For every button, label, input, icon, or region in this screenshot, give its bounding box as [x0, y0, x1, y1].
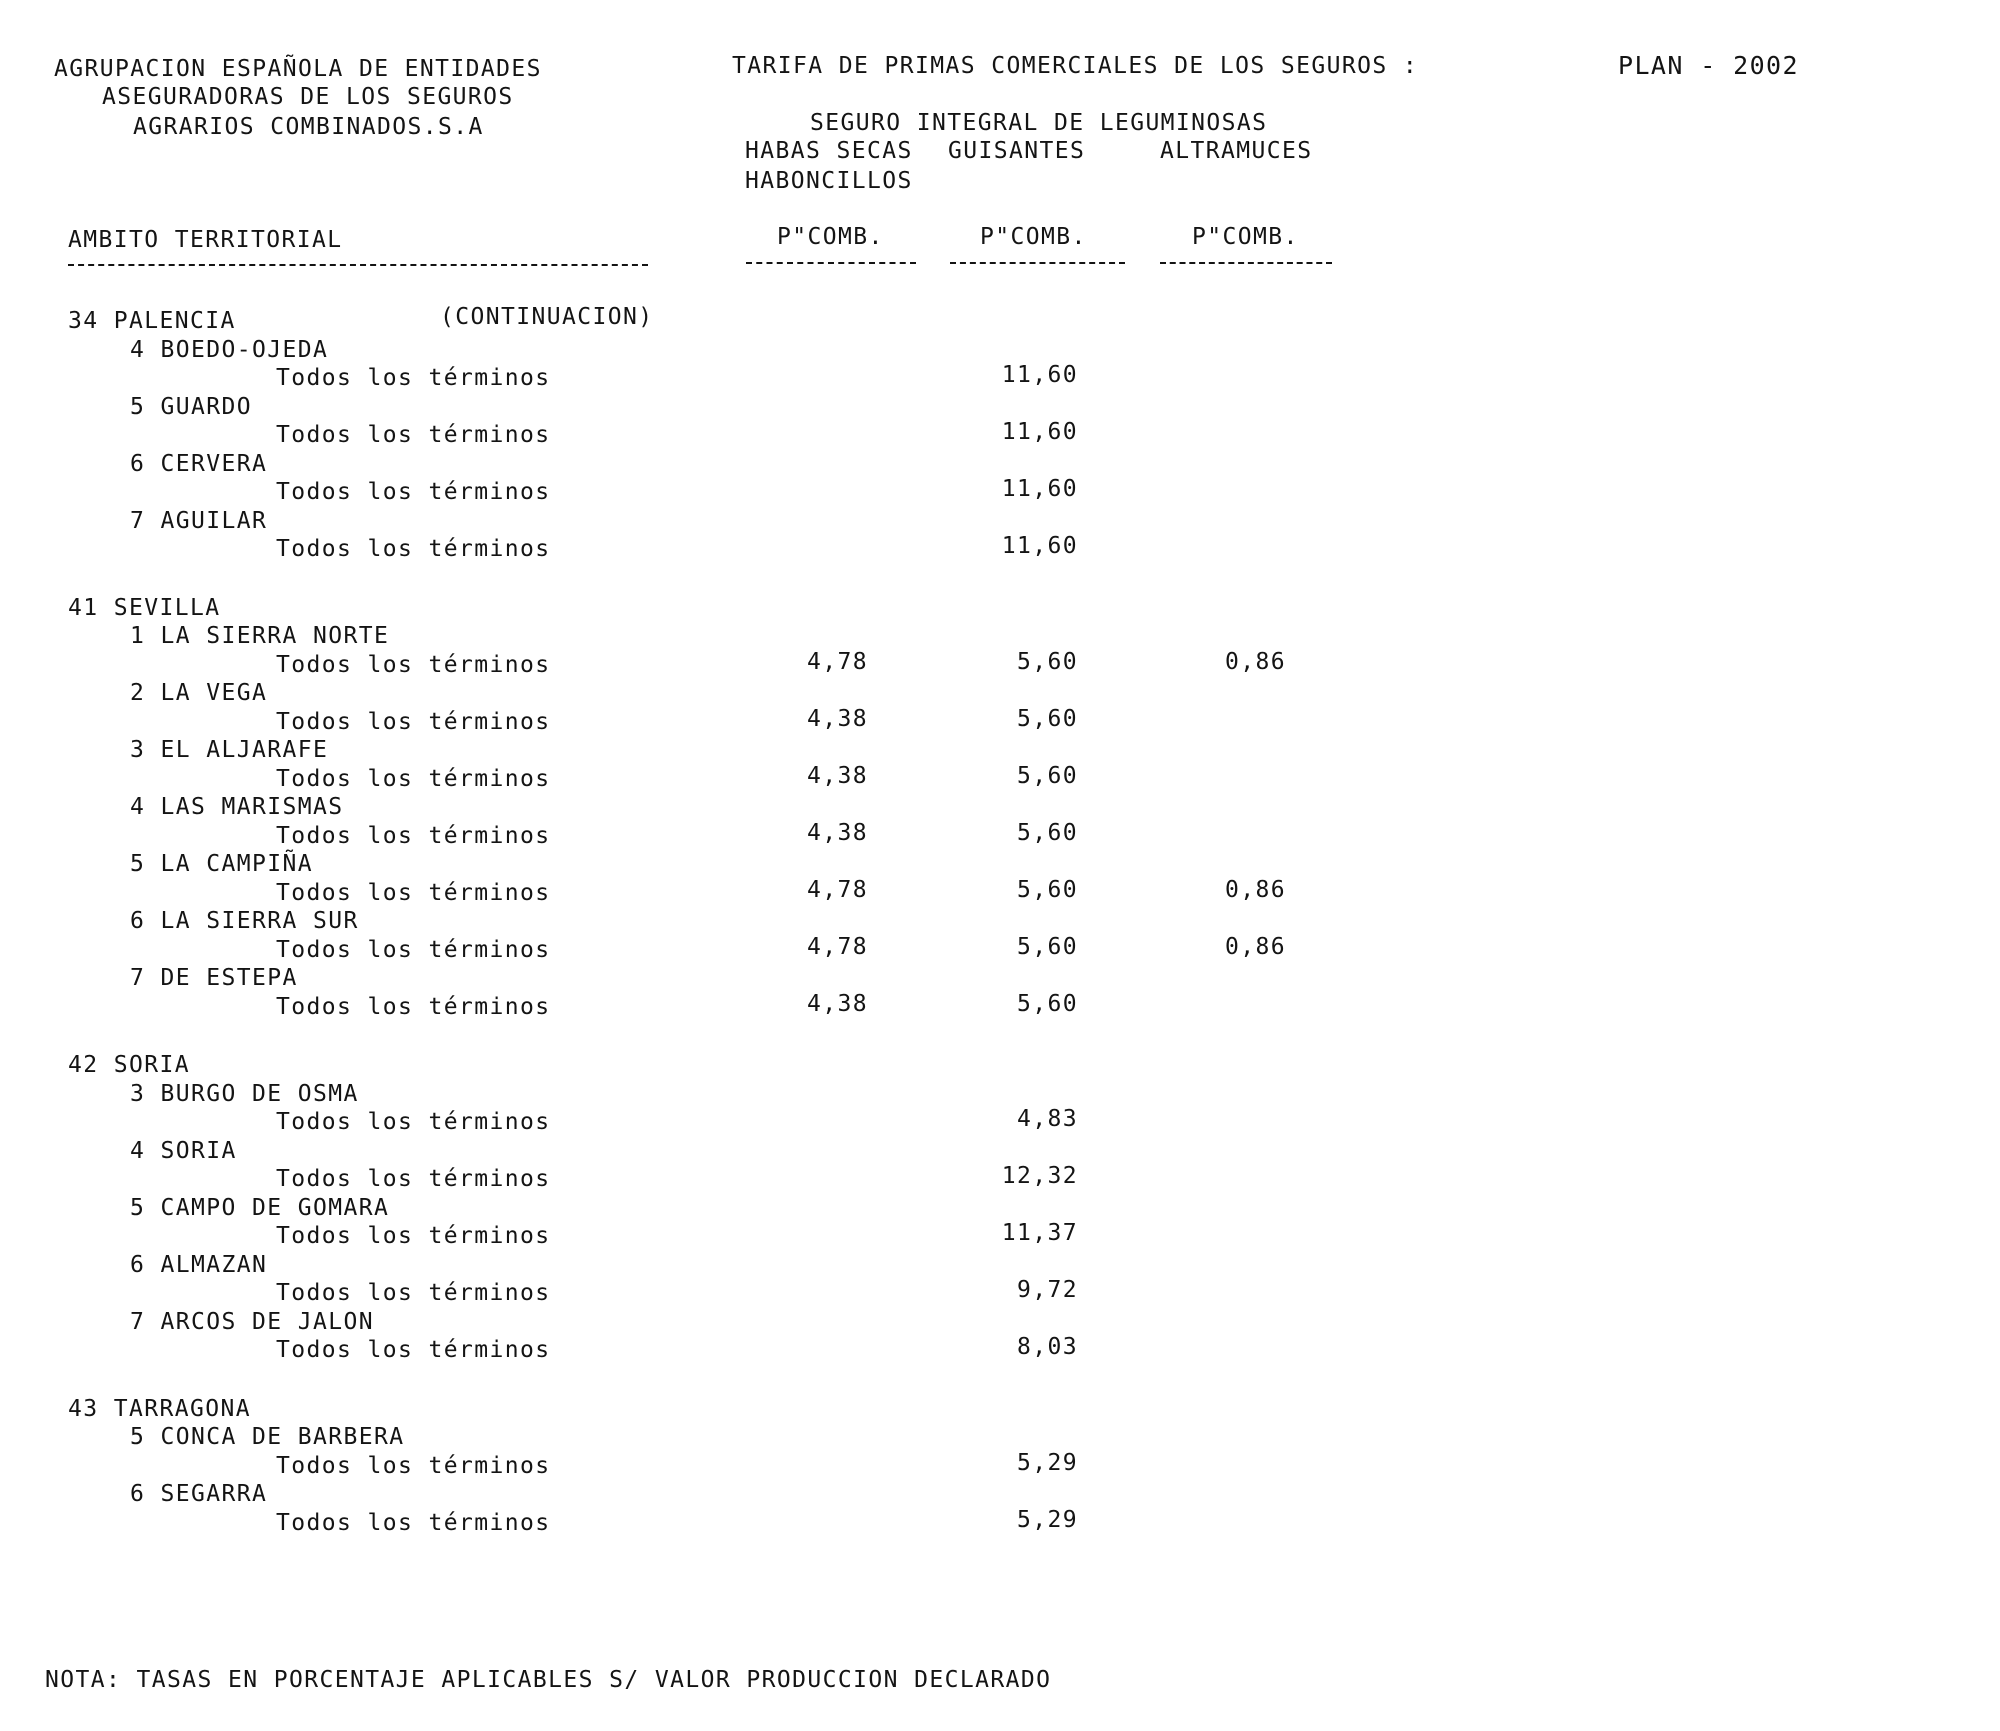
divider-altramuces [1160, 262, 1332, 264]
value-habas: 4,38 [807, 763, 868, 789]
terms-label: Todos los términos [276, 479, 551, 505]
terms-label: Todos los términos [276, 937, 551, 963]
province-name: 41 SEVILLA [68, 595, 221, 621]
province-note: (CONTINUACION) [440, 304, 654, 330]
plan-label: PLAN - 2002 [1618, 51, 1799, 80]
terms-label: Todos los términos [276, 1337, 551, 1363]
comarca-name: 7 AGUILAR [130, 508, 268, 534]
value-guisantes: 11,60 [1001, 476, 1078, 502]
terms-label: Todos los términos [276, 1109, 551, 1135]
value-guisantes: 11,37 [1001, 1220, 1078, 1246]
column-header-guisantes: P"COMB. [980, 224, 1087, 250]
comarca-name: 5 GUARDO [130, 394, 252, 420]
value-guisantes: 5,60 [1017, 820, 1078, 846]
comarca-name: 7 ARCOS DE JALON [130, 1309, 374, 1335]
column-header-ambito: AMBITO TERRITORIAL [68, 227, 343, 253]
terms-label: Todos los términos [276, 709, 551, 735]
comarca-name: 6 LA SIERRA SUR [130, 908, 359, 934]
org-line-2: ASEGURADORAS DE LOS SEGUROS [102, 84, 514, 110]
value-guisantes: 11,60 [1001, 533, 1078, 559]
province-name: 43 TARRAGONA [68, 1396, 251, 1422]
comarca-name: 1 LA SIERRA NORTE [130, 623, 390, 649]
terms-label: Todos los términos [276, 365, 551, 391]
value-guisantes: 12,32 [1001, 1163, 1078, 1189]
province-name: 34 PALENCIA [68, 308, 236, 334]
comarca-name: 4 BOEDO-OJEDA [130, 337, 329, 363]
value-habas: 4,78 [807, 934, 868, 960]
comarca-name: 3 BURGO DE OSMA [130, 1081, 359, 1107]
crop-habas: HABAS SECAS [745, 138, 913, 164]
terms-label: Todos los términos [276, 823, 551, 849]
crop-altramuces: ALTRAMUCES [1160, 138, 1313, 164]
terms-label: Todos los términos [276, 422, 551, 448]
crop-habas-line2: HABONCILLOS [745, 168, 913, 194]
footer-nota: NOTA: TASAS EN PORCENTAJE APLICABLES S/ VALOR PRODUCCION DECLARADO [45, 1667, 1052, 1693]
value-guisantes: 5,60 [1017, 649, 1078, 675]
value-guisantes: 5,60 [1017, 877, 1078, 903]
terms-label: Todos los términos [276, 766, 551, 792]
seguro-title: SEGURO INTEGRAL DE LEGUMINOSAS [810, 110, 1268, 136]
value-guisantes: 5,60 [1017, 991, 1078, 1017]
value-guisantes: 5,60 [1017, 763, 1078, 789]
terms-label: Todos los términos [276, 1280, 551, 1306]
value-guisantes: 5,29 [1017, 1507, 1078, 1533]
value-habas: 4,38 [807, 706, 868, 732]
comarca-name: 5 CAMPO DE GOMARA [130, 1195, 390, 1221]
tarifa-title: TARIFA DE PRIMAS COMERCIALES DE LOS SEGUROS : [732, 53, 1419, 79]
terms-label: Todos los términos [276, 880, 551, 906]
terms-label: Todos los términos [276, 1510, 551, 1536]
value-altramuces: 0,86 [1225, 934, 1286, 960]
column-header-habas: P"COMB. [777, 224, 884, 250]
terms-label: Todos los términos [276, 1453, 551, 1479]
value-guisantes: 11,60 [1001, 362, 1078, 388]
value-altramuces: 0,86 [1225, 877, 1286, 903]
crop-guisantes: GUISANTES [948, 138, 1086, 164]
value-altramuces: 0,86 [1225, 649, 1286, 675]
comarca-name: 6 SEGARRA [130, 1481, 268, 1507]
comarca-name: 4 SORIA [130, 1138, 237, 1164]
comarca-name: 6 ALMAZAN [130, 1252, 268, 1278]
value-guisantes: 5,29 [1017, 1450, 1078, 1476]
column-header-altramuces: P"COMB. [1192, 224, 1299, 250]
terms-label: Todos los términos [276, 536, 551, 562]
province-name: 42 SORIA [68, 1052, 190, 1078]
value-guisantes: 5,60 [1017, 706, 1078, 732]
comarca-name: 5 LA CAMPIÑA [130, 851, 313, 877]
comarca-name: 3 EL ALJARAFE [130, 737, 329, 763]
org-line-1: AGRUPACION ESPAÑOLA DE ENTIDADES [54, 56, 542, 82]
org-line-3: AGRARIOS COMBINADOS.S.A [133, 114, 484, 140]
value-habas: 4,38 [807, 991, 868, 1017]
comarca-name: 6 CERVERA [130, 451, 268, 477]
value-guisantes: 4,83 [1017, 1106, 1078, 1132]
value-guisantes: 9,72 [1017, 1277, 1078, 1303]
terms-label: Todos los términos [276, 652, 551, 678]
value-guisantes: 8,03 [1017, 1334, 1078, 1360]
comarca-name: 2 LA VEGA [130, 680, 268, 706]
divider-habas [746, 262, 916, 264]
comarca-name: 5 CONCA DE BARBERA [130, 1424, 405, 1450]
terms-label: Todos los términos [276, 994, 551, 1020]
value-habas: 4,78 [807, 649, 868, 675]
terms-label: Todos los términos [276, 1223, 551, 1249]
value-guisantes: 5,60 [1017, 934, 1078, 960]
comarca-name: 7 DE ESTEPA [130, 965, 298, 991]
comarca-name: 4 LAS MARISMAS [130, 794, 344, 820]
terms-label: Todos los términos [276, 1166, 551, 1192]
divider-ambito [68, 264, 648, 266]
value-habas: 4,78 [807, 877, 868, 903]
value-guisantes: 11,60 [1001, 419, 1078, 445]
value-habas: 4,38 [807, 820, 868, 846]
divider-guisantes [950, 262, 1125, 264]
